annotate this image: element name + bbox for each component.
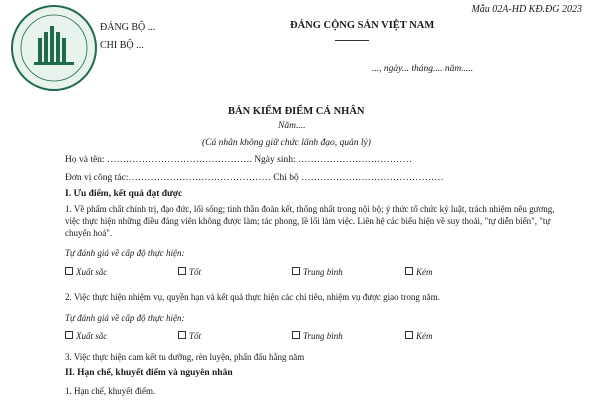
form-code: Mẫu 02A-HD KĐ.ĐG 2023	[471, 4, 582, 15]
document-subtitle: (Cá nhân không giữ chức lãnh đạo, quản lý)	[202, 138, 371, 148]
checkbox-icon	[405, 331, 413, 339]
date-line: ..., ngày... tháng.... năm.....	[372, 64, 474, 74]
option-poor-1[interactable]	[405, 267, 433, 277]
option-good-2[interactable]	[178, 331, 201, 341]
checkbox-icon	[178, 267, 186, 275]
option-label: Kém	[416, 331, 433, 341]
self-assessment-label-2: Tự đánh giá về cấp độ thực hiện:	[65, 313, 185, 323]
option-label: Kém	[416, 267, 433, 277]
option-average-1[interactable]	[292, 267, 343, 277]
option-label: Xuất sắc	[76, 267, 108, 277]
section2-heading: II. Hạn chế, khuyết điểm và nguyên nhân	[65, 368, 233, 378]
option-label: Tốt	[189, 267, 202, 277]
option-excellent-1[interactable]	[65, 267, 107, 277]
option-label: Trung bình	[303, 267, 343, 277]
name-birthdate-line: Họ và tên: ………………………………………. Ngày sinh: ………………………………	[65, 155, 413, 165]
party-cell: CHI BỘ ...	[100, 40, 144, 51]
option-label: Trung bình	[303, 331, 343, 341]
section1-item1: 1. Về phẩm chất chính trị, đạo đức, lối sống; tinh thần đoàn kết, thống nhất trong nội bộ; ý thức tổ chức kỷ luật, trách nhiệm nêu gương, việc thực hiện những điều đảng viên không được làm; tác phong, lề lối làm việc. Liên hệ các biểu hiện về suy thoái, "tự diễn biến", "tự chuyển hoá".	[65, 204, 555, 238]
checkbox-icon	[65, 331, 73, 339]
section1-heading: I. Ưu điểm, kết quả đạt được	[65, 189, 183, 199]
self-assessment-label-1: Tự đánh giá về cấp độ thực hiện:	[65, 248, 185, 258]
checkbox-icon	[65, 267, 73, 275]
document-year: Năm....	[278, 121, 306, 131]
option-poor-2[interactable]	[405, 331, 433, 341]
option-label: Xuất sắc	[76, 331, 108, 341]
watermark-logo	[10, 4, 98, 92]
option-average-2[interactable]	[292, 331, 343, 341]
option-good-1[interactable]	[178, 267, 201, 277]
option-label: Tốt	[189, 331, 202, 341]
section1-item2: 2. Việc thực hiện nhiệm vụ, quyền hạn và kết quả thực hiện các chỉ tiêu, nhiệm vụ được giao trong năm.	[65, 292, 440, 302]
checkbox-icon	[405, 267, 413, 275]
checkbox-icon	[178, 331, 186, 339]
option-excellent-2[interactable]	[65, 331, 107, 341]
checkbox-icon	[292, 267, 300, 275]
section2-item1: 1. Hạn chế, khuyết điểm.	[65, 386, 156, 396]
party-name-underline	[335, 40, 369, 41]
checkbox-icon	[292, 331, 300, 339]
party-name: ĐẢNG CỘNG SẢN VIỆT NAM	[290, 20, 435, 31]
party-committee: ĐẢNG BỘ ...	[100, 22, 156, 33]
unit-cell-line: Đơn vị công tác:……………………………………… Chi bộ ………………………………………	[65, 173, 444, 183]
document-title: BẢN KIỂM ĐIỂM CÁ NHÂN	[228, 106, 365, 117]
section1-item3: 3. Việc thực hiện cam kết tu dưỡng, rèn luyện, phấn đấu hằng năm	[65, 352, 305, 362]
